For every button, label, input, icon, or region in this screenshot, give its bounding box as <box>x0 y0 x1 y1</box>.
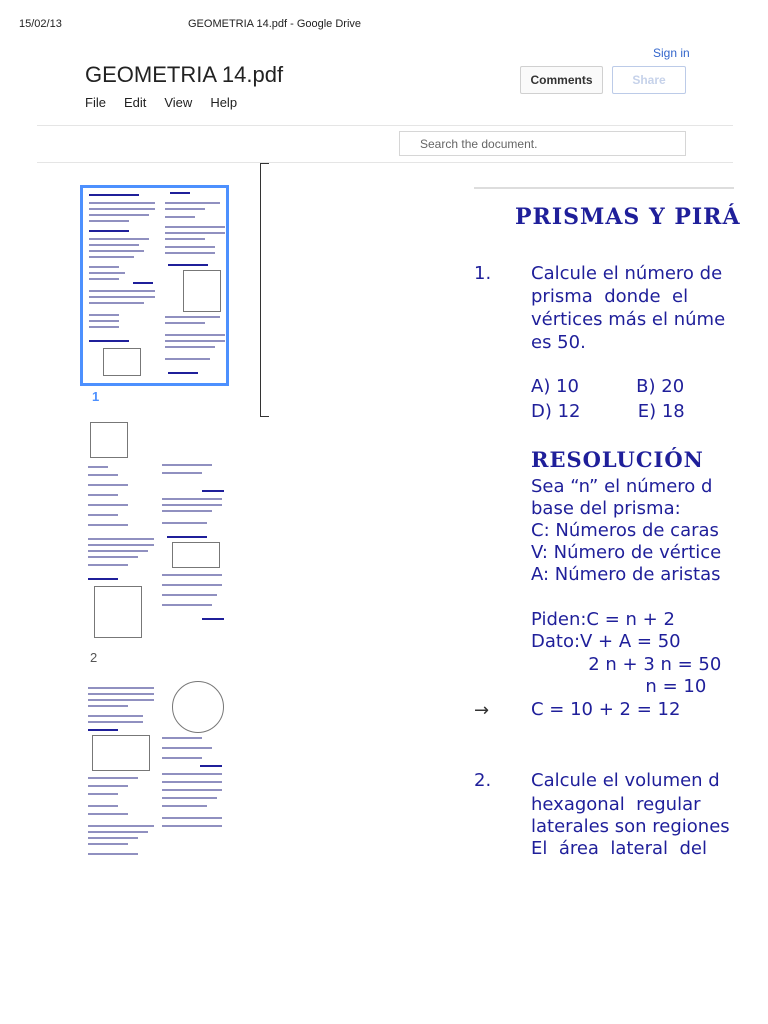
options-row-2: D) 12 E) 18 <box>531 401 685 422</box>
work-line: Dato:V + A = 50 <box>531 631 681 652</box>
sign-in-link[interactable]: Sign in <box>653 46 690 60</box>
document-heading: PRISMAS Y PIRÁ <box>515 204 741 230</box>
question-2-line: laterales son regiones <box>531 816 730 837</box>
viewport-marker <box>260 163 269 417</box>
page-number-2[interactable]: 2 <box>90 650 98 665</box>
arrow-icon: → <box>474 700 490 721</box>
question-1-number: 1. <box>474 263 492 284</box>
options-row-1: A) 10 B) 20 <box>531 376 685 397</box>
question-2-line: Calcule el volumen d <box>531 770 720 791</box>
menu-help[interactable]: Help <box>210 95 238 110</box>
resolution-line: Sea “n” el número d <box>531 476 713 497</box>
work-line: Piden:C = n + 2 <box>531 609 675 630</box>
question-1-line: Calcule el número de <box>531 263 723 284</box>
answer-line: C = 10 + 2 = 12 <box>531 699 681 720</box>
share-button[interactable]: Share <box>612 66 686 94</box>
menu-bar <box>85 95 237 110</box>
divider <box>37 125 733 126</box>
search-input[interactable]: Search the document. <box>399 131 686 156</box>
resolution-heading: RESOLUCIÓN <box>531 447 704 472</box>
comments-button[interactable]: Comments <box>520 66 603 94</box>
page-thumbnail-2[interactable] <box>82 418 227 645</box>
work-line: 2 n + 3 n = 50 <box>531 654 722 675</box>
resolution-line: C: Números de caras <box>531 520 719 541</box>
resolution-line: V: Número de vértice <box>531 542 722 563</box>
question-1-line: prisma donde el <box>531 286 689 307</box>
question-1-line: es 50. <box>531 332 586 353</box>
divider <box>37 162 733 163</box>
print-date: 15/02/13 <box>19 18 62 30</box>
document-title: GEOMETRIA 14.pdf <box>85 62 284 87</box>
menu-edit[interactable]: Edit <box>123 95 147 110</box>
page-number-1[interactable]: 1 <box>92 389 100 404</box>
work-line: n = 10 <box>531 676 707 697</box>
page-thumbnail-3[interactable] <box>82 677 227 862</box>
page-top-rule <box>474 187 734 189</box>
menu-file[interactable]: File <box>85 95 106 110</box>
resolution-line: A: Número de aristas <box>531 564 721 585</box>
question-1-line: vértices más el núme <box>531 309 726 330</box>
print-page-title: GEOMETRIA 14.pdf - Google Drive <box>188 18 362 30</box>
menu-view[interactable]: View <box>164 95 193 110</box>
question-2-line: El área lateral del <box>531 838 707 859</box>
resolution-line: base del prisma: <box>531 498 681 519</box>
question-2-number: 2. <box>474 770 492 791</box>
page-thumbnail-1[interactable] <box>80 185 229 386</box>
question-2-line: hexagonal regular <box>531 794 701 815</box>
